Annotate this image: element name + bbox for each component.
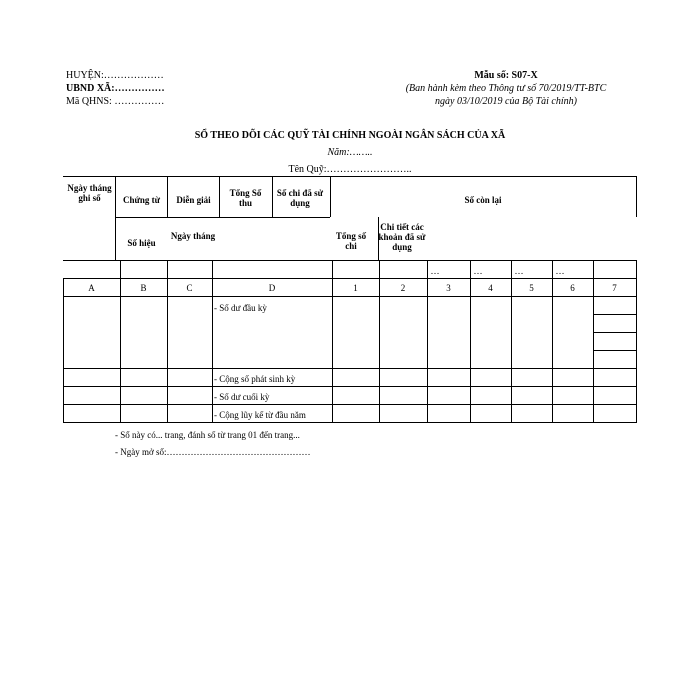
grid-line: [593, 332, 637, 333]
district-label: HUYỆN:………………: [66, 70, 164, 81]
row-period-total: - Cộng số phát sinh kỳ: [214, 374, 296, 384]
grid-line: [63, 386, 637, 387]
col-code: 4: [488, 283, 493, 293]
row-closing-balance: - Số dư cuối kỳ: [214, 392, 270, 402]
grid-line: [63, 176, 637, 177]
header-dots: …: [514, 266, 524, 276]
grid-line: [593, 314, 637, 315]
col-code: 7: [612, 283, 617, 293]
grid-line: [593, 350, 637, 351]
header-dien-giai: Diễn giải: [176, 195, 211, 205]
col-code: 5: [529, 283, 534, 293]
grid-line: [63, 296, 637, 297]
grid-line: [636, 176, 637, 217]
col-code: 3: [446, 283, 451, 293]
header-chung-tu: Chứng từ: [122, 195, 161, 205]
fund-name-label: Tên Quỹ:……………………..: [288, 164, 412, 175]
form-number: Mẫu số: S07-X: [474, 70, 538, 81]
grid-line: [636, 260, 637, 422]
year-label: Năm:……..: [327, 147, 373, 158]
header-chi-tiet: Chi tiết các khoản đã sử dụng: [378, 222, 426, 252]
row-cumulative: - Cộng lũy kế từ đầu năm: [214, 410, 306, 420]
grid-line: [272, 176, 273, 217]
header-dots: …: [473, 266, 483, 276]
grid-line: [219, 176, 220, 217]
page-title: SỔ THEO DÕI CÁC QUỸ TÀI CHÍNH NGOÀI NGÂN SÁCH CỦA XÃ: [194, 130, 506, 141]
grid-line: [63, 278, 64, 422]
issued-line-2: ngày 03/10/2019 của Bộ Tài chính): [435, 96, 577, 107]
col-code: 6: [570, 283, 575, 293]
commune-label: UBND XÃ:……………: [66, 83, 165, 94]
issued-line-1: (Ban hành kèm theo Thông tư số 70/2019/TT-BTC: [405, 83, 607, 94]
note-open-date: - Ngày mở sổ:…………………………………………: [115, 447, 311, 457]
qhns-label: Mã QHNS: ……………: [66, 96, 165, 107]
row-opening-balance: - Số dư đầu kỳ: [214, 303, 267, 313]
col-code: C: [186, 283, 193, 293]
header-so-con-lai: Số còn lại: [464, 195, 502, 205]
header-ngay-thang-ghi-so: Ngày tháng ghi sổ: [67, 183, 112, 203]
header-tong-so-thu: Tổng Số thu: [229, 188, 262, 208]
header-dots: …: [430, 266, 440, 276]
col-code: 2: [400, 283, 406, 293]
header-so-hieu: Số hiệu: [127, 238, 156, 248]
header-tong-so-chi: Tổng số chi: [335, 231, 367, 251]
note-pages: - Sổ này có... trang, đánh số từ trang 01 đến trang...: [115, 430, 300, 440]
grid-line: [115, 217, 330, 218]
col-code: B: [140, 283, 147, 293]
grid-line: [63, 260, 637, 261]
grid-line: [63, 422, 637, 423]
header-ngay-thang: Ngày tháng: [170, 231, 216, 241]
grid-line: [63, 404, 637, 405]
col-code: A: [88, 283, 95, 293]
col-code: D: [268, 283, 276, 293]
header-so-chi-da-su-dung: Số chi đã sử dụng: [276, 188, 324, 208]
col-code: 1: [353, 283, 358, 293]
header-dots: …: [555, 266, 565, 276]
grid-line: [63, 278, 637, 279]
grid-line: [63, 368, 637, 369]
